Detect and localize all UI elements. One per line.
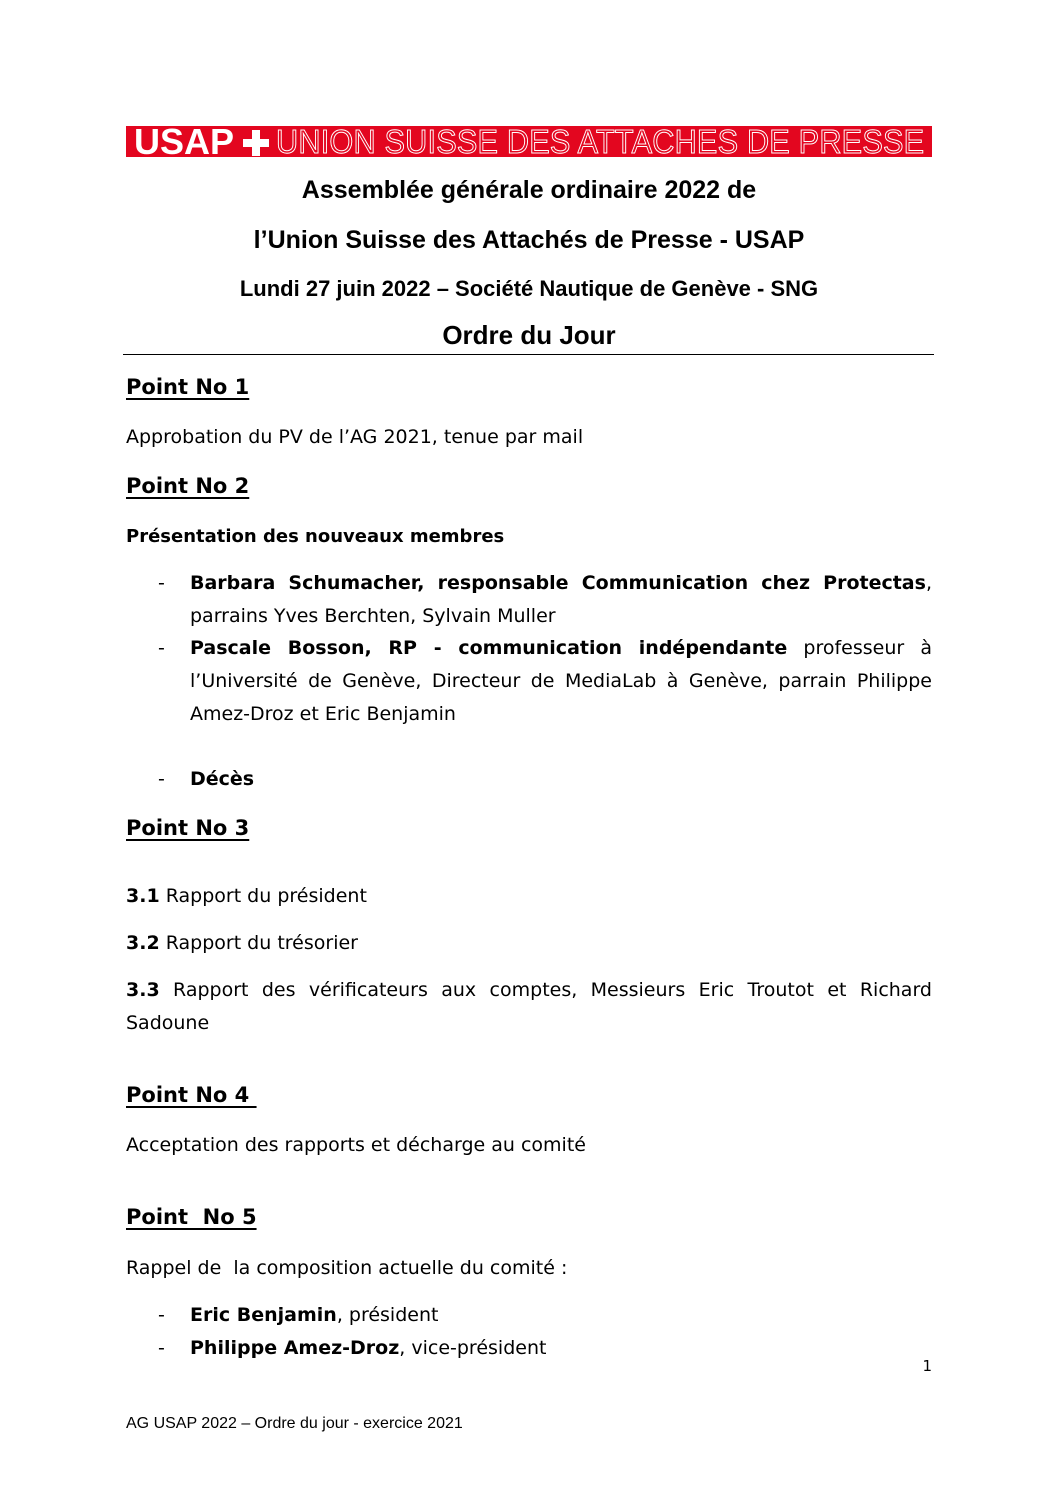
document-subtitle: Lundi 27 juin 2022 – Société Nautique de Genève - SNG xyxy=(239,276,819,301)
list-item xyxy=(190,1332,932,1365)
list-dash: - xyxy=(158,637,165,659)
point-5-text: Rappel de la composition actuelle du comité : xyxy=(126,1257,568,1279)
list-dash: - xyxy=(158,1337,165,1359)
report-number: 3.2 xyxy=(126,932,160,954)
point-3-heading: Point No 3 xyxy=(126,816,250,840)
report-text: Rapport du trésorier xyxy=(159,932,358,954)
document-title-line-2: l’Union Suisse des Attachés de Presse - USAP xyxy=(253,226,805,254)
page-number: 1 xyxy=(922,1357,932,1375)
list-item xyxy=(190,567,932,633)
agenda-title: Ordre du Jour xyxy=(442,320,616,350)
report-number: 3.3 xyxy=(126,979,160,1001)
list-item xyxy=(190,763,932,796)
committee-member-name: Philippe Amez-Droz xyxy=(190,1337,400,1359)
point-4-heading: Point No 4 xyxy=(126,1083,257,1107)
list-dash: - xyxy=(158,1304,165,1326)
report-text: Rapport des vérificateurs aux comptes, Messieurs Eric Troutot et Richard Sadoune xyxy=(126,979,932,1034)
title-divider xyxy=(123,354,934,355)
deaths-label: Décès xyxy=(190,768,255,790)
report-item xyxy=(126,974,932,1040)
committee-member-role: , président xyxy=(336,1304,439,1326)
logo-organization-name: UNION SUISSE DES ATTACHES DE PRESSE xyxy=(276,126,925,157)
point-1-text: Approbation du PV de l’AG 2021, tenue par mail xyxy=(126,426,584,448)
committee-member-role: , vice-président xyxy=(399,1337,547,1359)
report-text: Rapport du président xyxy=(159,885,367,907)
point-2-heading: Point No 2 xyxy=(126,474,250,498)
member-details: professeur à l’Université de Genève, Directeur de MediaLab à Genève, parrain Philippe Amez-Droz et Eric Benjamin xyxy=(190,637,932,725)
point-2-subheading: Présentation des nouveaux membres xyxy=(126,526,505,547)
report-number: 3.1 xyxy=(126,885,160,907)
report-item xyxy=(126,927,358,960)
document-title-line-1: Assemblée générale ordinaire 2022 de xyxy=(301,176,757,204)
usap-logo-banner xyxy=(126,126,932,157)
member-name: Barbara Schumacher, responsable Communication chez Protectas xyxy=(190,572,926,594)
list-dash: - xyxy=(158,572,165,594)
plus-icon xyxy=(243,130,269,156)
logo-brand-text: USAP xyxy=(134,126,235,157)
member-name: Pascale Bosson, RP - communication indépendante xyxy=(190,637,788,659)
committee-member-name: Eric Benjamin xyxy=(190,1304,337,1326)
list-dash: - xyxy=(158,768,165,790)
member-details: , parrains Yves Berchten, Sylvain Muller xyxy=(190,572,932,627)
point-5-heading: Point No 5 xyxy=(126,1205,257,1229)
report-item xyxy=(126,880,367,913)
point-1-heading: Point No 1 xyxy=(126,375,250,399)
point-4-text: Acceptation des rapports et décharge au comité xyxy=(126,1134,586,1156)
list-item xyxy=(190,1299,932,1332)
page-footer: AG USAP 2022 – Ordre du jour - exercice 2021 xyxy=(126,1415,463,1432)
list-item xyxy=(190,632,932,731)
